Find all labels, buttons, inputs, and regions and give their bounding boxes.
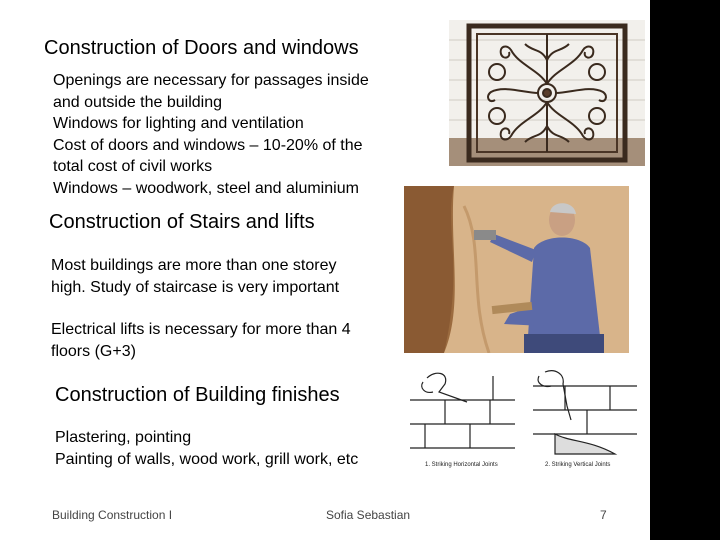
footer-author: Sofia Sebastian — [326, 508, 411, 522]
plastering-photo — [404, 186, 629, 353]
text-line: Painting of walls, wood work, grill work, etc — [55, 450, 359, 468]
text-line: Most buildings are more than one storey — [51, 257, 337, 274]
window-grill-image — [449, 20, 645, 166]
text-line: Windows for lighting and ventilation — [53, 115, 304, 132]
right-black-bar — [650, 0, 720, 540]
footer-course: Building Construction I — [52, 508, 173, 522]
finishes-text — [55, 427, 358, 470]
text-line: floors (G+3) — [51, 342, 136, 360]
text-line: Plastering, pointing — [55, 429, 192, 446]
heading-building-finishes: Construction of Building finishes — [55, 384, 340, 406]
text-line: high. Study of staircase is very important — [51, 278, 340, 296]
text-line: total cost of civil works — [53, 158, 213, 175]
lifts-text — [51, 319, 351, 362]
footer-page-number: 7 — [600, 508, 607, 522]
heading-stairs-lifts: Construction of Stairs and lifts — [49, 211, 315, 233]
caption-vertical-joints: 2. Striking Vertical Joints — [545, 462, 611, 468]
heading-doors-windows: Construction of Doors and windows — [44, 37, 359, 59]
stairs-text — [51, 255, 339, 298]
text-line: Openings are necessary for passages inside — [53, 72, 369, 89]
text-line: and outside the building — [53, 93, 223, 111]
pointing-diagram — [405, 362, 643, 472]
text-line: Windows – woodwork, steel and aluminium — [53, 179, 359, 197]
doors-windows-text — [53, 70, 369, 199]
caption-horizontal-joints: 1. Striking Horizontal Joints — [425, 462, 498, 468]
text-line: Cost of doors and windows – 10-20% of the — [53, 136, 363, 154]
text-line: Electrical lifts is necessary for more than 4 — [51, 321, 351, 338]
